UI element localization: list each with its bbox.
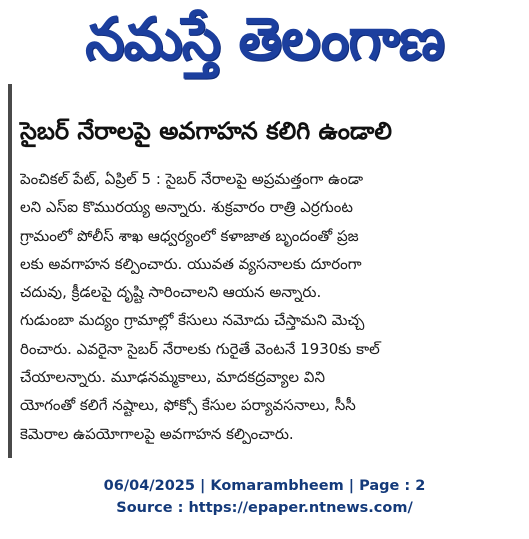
article-headline: సైబర్ నేరాలపై అవగాహన కలిగి ఉండాలి: [20, 117, 392, 145]
article-body: [20, 165, 470, 448]
newspaper-title: నమస్తే తెలంగాణ: [85, 5, 444, 74]
article-line: పెంచికల్ పేట్, ఏప్రిల్ 5 : సైబర్ నేరాలపై అప్రమత్తంగా ఉండా: [20, 170, 364, 188]
article-clipping: [8, 84, 470, 458]
cut-off-text: [298, 86, 388, 96]
edition-info: 06/04/2025 | Komarambheem | Page : 2: [103, 478, 426, 494]
article-line: లకు అవగాహన కల్పించారు. యువత వ్యసనాలకు దూరంగా: [20, 254, 362, 273]
source-link[interactable]: Source : https://epaper.ntnews.com/: [116, 500, 413, 516]
masthead: [0, 0, 529, 80]
article-line: గ్రామంలో పోలీస్ శాఖ ఆధ్వర్యంలో కళాజాత బృందంతో ప్రజ: [20, 226, 359, 245]
article-line: చదువు, క్రీడలపై దృష్టి సారించాలని ఆయన అన్నారు.: [20, 283, 322, 302]
column-rule: [8, 84, 12, 458]
article-line: లని ఎస్ఐ కొమురయ్య అన్నారు. శుక్రవారం రాత్రి ఎర్రగుంట: [20, 198, 353, 217]
article-line: చేయాలన్నారు. మూఢనమ్మకాలు, మాదకద్రవ్యాల విని: [20, 368, 326, 387]
article-line: గుడుంబా మద్యం గ్రామాల్లో కేసులు నమోదు చేస్తామని మెచ్చ: [20, 311, 365, 330]
article-line: యోగంతో కలిగే నష్టాలు, ఫోక్సో కేసుల పర్యావసనాలు, సీసీ: [20, 396, 356, 415]
article-line: కెమెరాల ఉపయోగాలపై అవగాహన కల్పించారు.: [20, 424, 294, 443]
article-line: రించారు. ఎవరైనా సైబర్ నేరాలకు గురైతే వెంటనే 1930కు కాల్: [20, 339, 380, 358]
